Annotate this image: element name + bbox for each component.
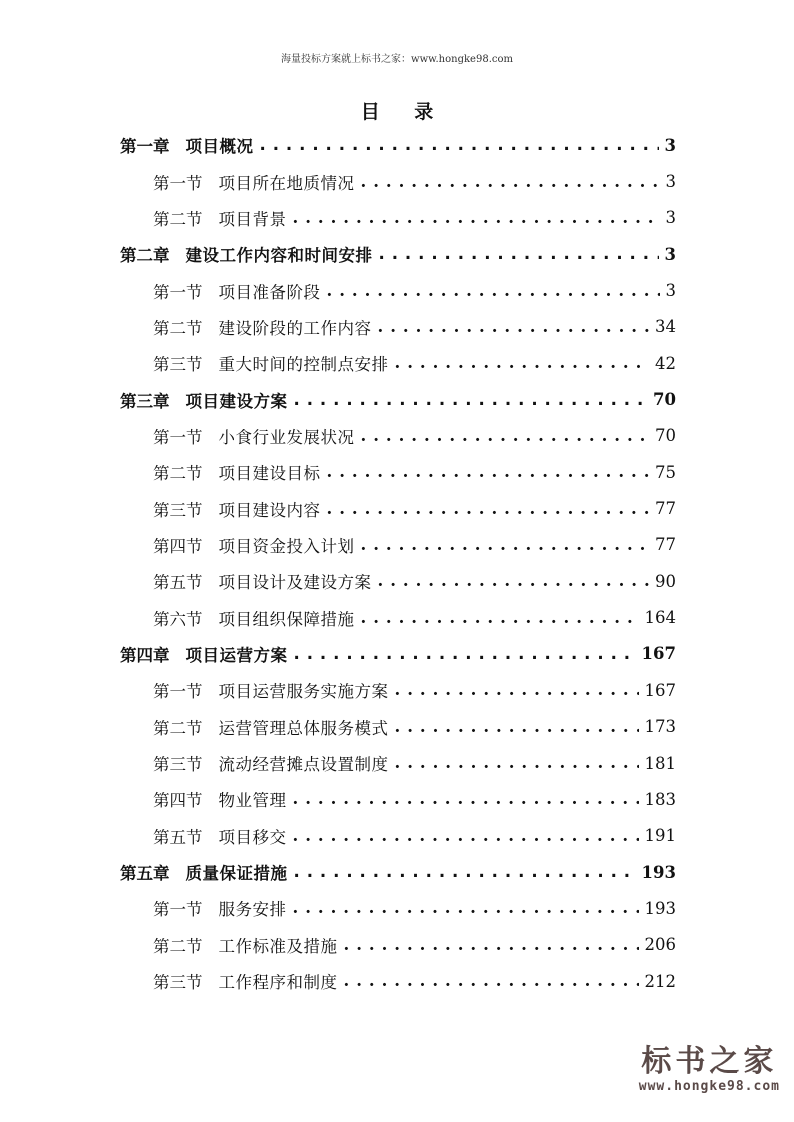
toc-entry-number: 第四章 [120,645,170,665]
toc-section-entry[interactable] [120,309,676,345]
toc-entry-title: 项目所在地质情况 [218,173,355,193]
toc-entry-title: 项目资金投入计划 [218,536,355,556]
toc-entry-page: 90 [655,571,676,591]
toc-entry-number: 第一节 [153,682,203,702]
toc-entry-page: 70 [655,426,676,446]
toc-entry-page: 75 [655,462,676,482]
toc-entry-page: 173 [644,717,676,737]
toc-dot-leader [378,317,650,337]
toc-entry-page: 212 [644,971,676,991]
toc-entry-title: 建设阶段的工作内容 [218,318,372,338]
toc-entry-title: 项目运营方案 [185,645,288,665]
toc-entry-number: 第一节 [153,900,203,920]
toc-entry-page: 206 [644,935,676,955]
logo-text: 标书之家 [641,1044,778,1079]
toc-entry-page: 167 [644,680,676,700]
toc-section-entry[interactable] [120,418,676,454]
toc-entry-number: 第二节 [153,718,203,738]
toc-section-entry[interactable] [120,345,676,381]
toc-entry-title: 物业管理 [218,791,287,811]
toc-entry-number: 第二节 [153,464,203,484]
toc-entry-number: 第三节 [153,973,203,993]
toc-entry-page: 3 [664,244,676,264]
toc-entry-title: 项目准备阶段 [218,282,321,302]
toc-entry-number: 第三节 [153,355,203,375]
toc-entry-number: 第一节 [153,282,203,302]
toc-entry-page: 77 [655,535,676,555]
toc-entry-number: 第六节 [153,609,203,629]
toc-entry-title: 项目建设目标 [218,464,321,484]
toc-entry-title: 建设工作内容和时间安排 [185,246,373,266]
toc-entry-title: 流动经营摊点设置制度 [218,755,389,775]
toc-chapter-entry[interactable] [120,636,676,672]
toc-entry-number: 第四节 [153,791,203,811]
toc-entry-number: 第一节 [153,173,203,193]
toc-section-entry[interactable] [120,781,676,817]
toc-entry-page: 191 [644,826,676,846]
toc-entry-title: 项目移交 [218,827,287,847]
toc-dot-leader [294,862,636,882]
toc-section-entry[interactable] [120,709,676,745]
toc-entry-title: 项目运营服务实施方案 [218,682,389,702]
toc-dot-leader [327,499,650,519]
toc-dot-leader [395,680,639,700]
toc-entry-title: 运营管理总体服务模式 [218,718,389,738]
toc-dot-leader [361,608,639,628]
page-header: 海量投标方案就上标书之家：www.hongke98.com [281,54,513,65]
toc-entry-page: 181 [644,753,676,773]
toc-chapter-entry[interactable] [120,236,676,272]
toc-dot-leader [293,898,639,918]
toc-dot-leader [260,135,659,155]
toc-dot-leader [361,535,650,555]
toc-entry-page: 3 [664,135,676,155]
toc-section-entry[interactable] [120,490,676,526]
toc-dot-leader [294,390,648,410]
toc-entry-page: 70 [653,390,676,410]
toc-dot-leader [293,789,639,809]
toc-dot-leader [344,935,639,955]
toc-entry-title: 项目设计及建设方案 [218,573,372,593]
toc-entry-page: 3 [665,208,676,228]
toc-entry-title: 工作程序和制度 [218,973,338,993]
watermark-logo [639,1045,780,1094]
toc-section-entry[interactable] [120,527,676,563]
toc-dot-leader [293,826,639,846]
toc-chapter-entry[interactable] [120,854,676,890]
toc-entry-page: 42 [655,353,676,373]
toc-dot-leader [361,172,660,192]
toc-entry-title: 服务安排 [218,900,287,920]
toc-section-entry[interactable] [120,927,676,963]
toc-section-entry[interactable] [120,745,676,781]
toc-dot-leader [344,971,639,991]
logo-url: www.hongke98.com [638,1079,780,1094]
toc-dot-leader [327,462,650,482]
toc-entry-number: 第四节 [153,536,203,556]
toc-section-entry[interactable] [120,272,676,308]
toc-entry-number: 第五章 [120,864,170,884]
toc-entry-page: 34 [655,317,676,337]
toc-dot-leader [395,753,639,773]
table-of-contents [120,127,676,999]
toc-section-entry[interactable] [120,963,676,999]
toc-section-entry[interactable] [120,200,676,236]
toc-entry-number: 第二章 [120,246,170,266]
toc-entry-page: 3 [665,281,676,301]
toc-dot-leader [327,281,660,301]
toc-chapter-entry[interactable] [120,381,676,417]
toc-entry-number: 第二节 [153,318,203,338]
toc-dot-leader [294,644,636,664]
toc-dot-leader [293,208,660,228]
toc-entry-number: 第一节 [153,427,203,447]
toc-entry-title: 项目建设方案 [185,391,288,411]
toc-entry-title: 项目概况 [185,137,254,157]
toc-entry-number: 第一章 [120,137,170,157]
toc-entry-page: 164 [644,608,676,628]
toc-entry-title: 项目组织保障措施 [218,609,355,629]
toc-entry-page: 3 [665,172,676,192]
toc-dot-leader [361,426,650,446]
toc-dot-leader [395,717,639,737]
toc-entry-title: 重大时间的控制点安排 [218,355,389,375]
toc-entry-number: 第五节 [153,827,203,847]
toc-section-entry[interactable] [120,818,676,854]
toc-entry-number: 第二节 [153,209,203,229]
toc-entry-title: 项目背景 [218,209,287,229]
toc-entry-number: 第二节 [153,936,203,956]
toc-entry-title: 质量保证措施 [185,864,288,884]
toc-entry-page: 77 [655,499,676,519]
toc-entry-page: 193 [641,862,676,882]
toc-dot-leader [378,571,650,591]
toc-section-entry[interactable] [120,599,676,635]
toc-entry-title: 工作标准及措施 [218,936,338,956]
toc-section-entry[interactable] [120,163,676,199]
toc-section-entry[interactable] [120,890,676,926]
toc-section-entry[interactable] [120,672,676,708]
toc-entry-number: 第五节 [153,573,203,593]
toc-entry-page: 193 [644,898,676,918]
toc-title: 目 录 [360,101,448,123]
toc-dot-leader [379,244,659,264]
toc-entry-number: 第三章 [120,391,170,411]
toc-entry-page: 167 [641,644,676,664]
toc-section-entry[interactable] [120,563,676,599]
toc-entry-page: 183 [644,789,676,809]
toc-entry-number: 第三节 [153,755,203,775]
toc-chapter-entry[interactable] [120,127,676,163]
toc-entry-number: 第三节 [153,500,203,520]
toc-dot-leader [395,353,650,373]
toc-entry-title: 小食行业发展状况 [218,427,355,447]
toc-entry-title: 项目建设内容 [218,500,321,520]
toc-section-entry[interactable] [120,454,676,490]
